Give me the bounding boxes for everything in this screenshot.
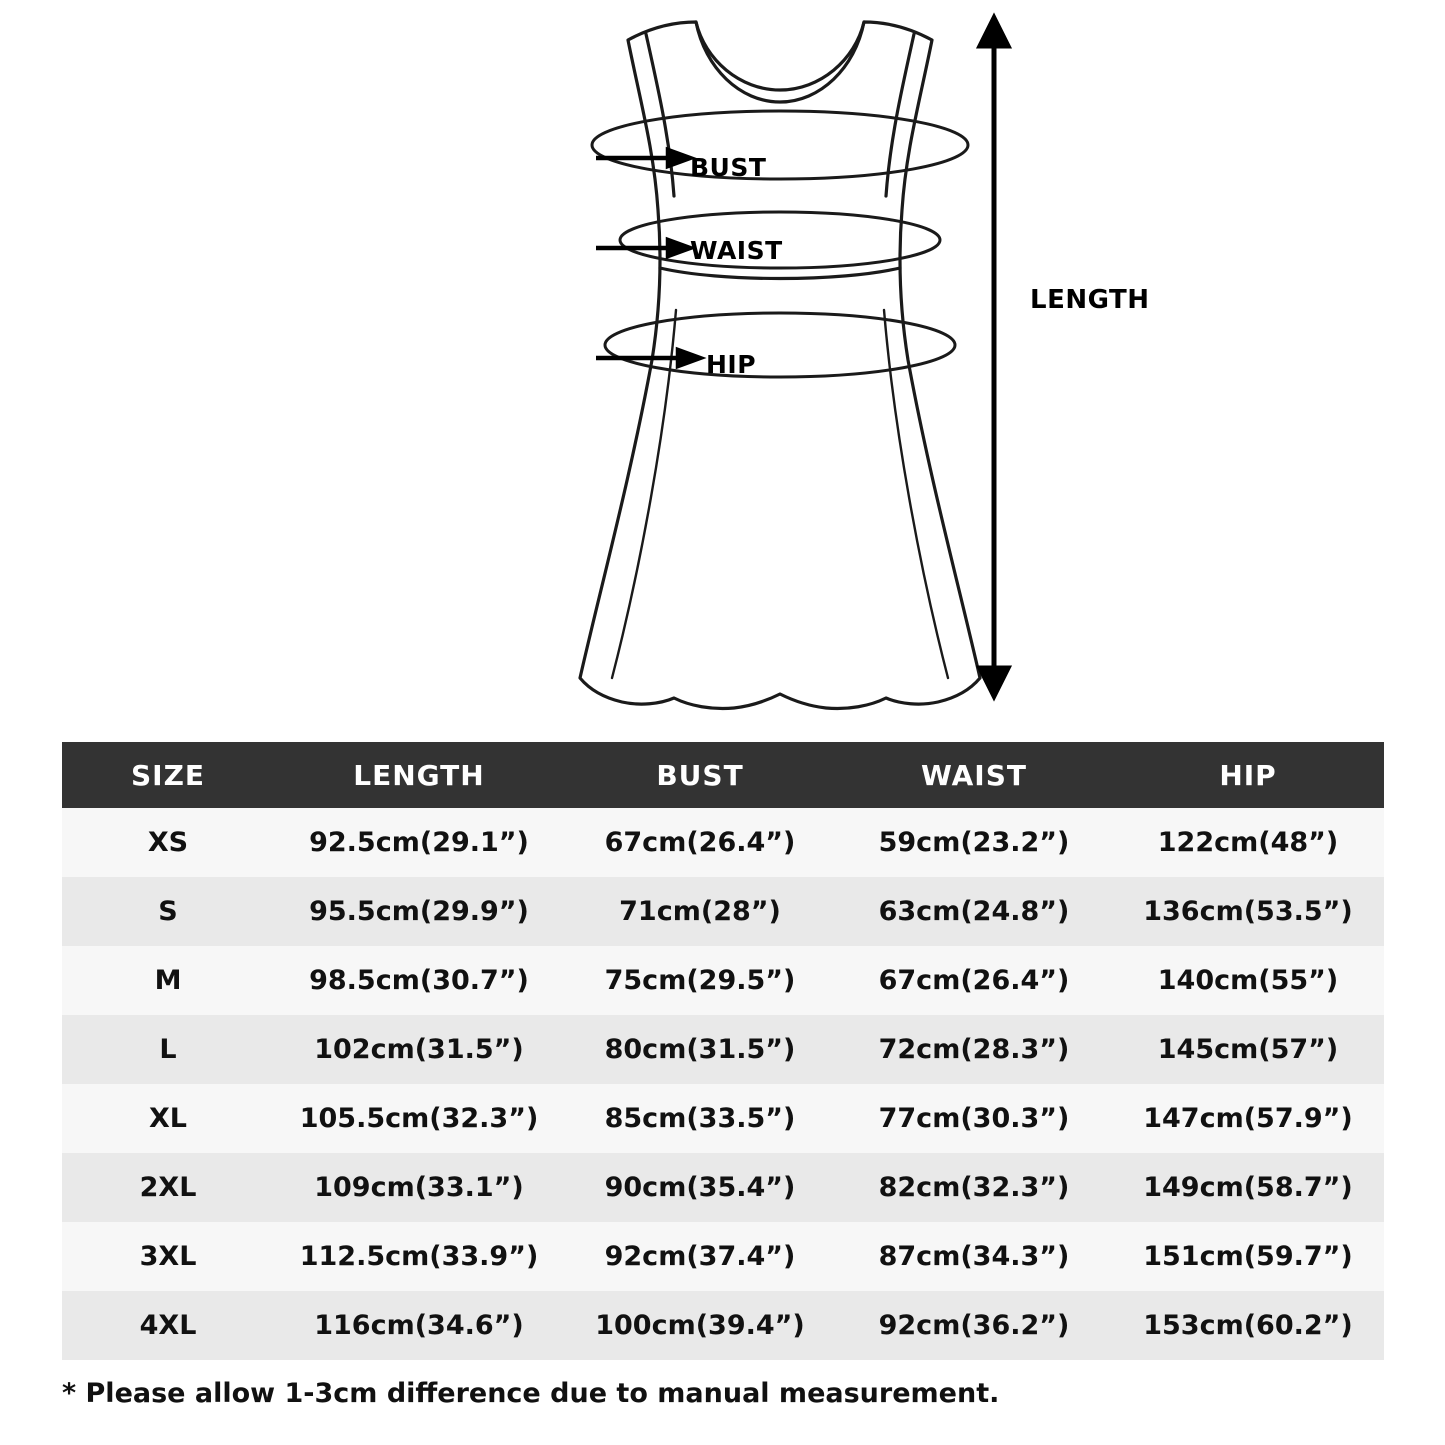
cell-waist: 72cm(28.3”) (836, 1015, 1112, 1084)
table-row (62, 1084, 1384, 1153)
cell-bust: 80cm(31.5”) (564, 1015, 836, 1084)
table-row (62, 1015, 1384, 1084)
label-hip: HIP (706, 350, 757, 379)
cell-length: 116cm(34.6”) (274, 1291, 564, 1360)
cell-hip: 136cm(53.5”) (1112, 877, 1384, 946)
measurement-note: * Please allow 1-3cm difference due to manual measurement. (62, 1378, 1000, 1409)
cell-bust: 100cm(39.4”) (564, 1291, 836, 1360)
cell-length: 98.5cm(30.7”) (274, 946, 564, 1015)
cell-bust: 75cm(29.5”) (564, 946, 836, 1015)
label-waist: WAIST (690, 236, 783, 265)
column-header-length: LENGTH (274, 742, 564, 808)
cell-length: 109cm(33.1”) (274, 1153, 564, 1222)
cell-size: S (62, 877, 274, 946)
cell-size: XL (62, 1084, 274, 1153)
length-arrow-icon (970, 12, 1030, 702)
cell-waist: 67cm(26.4”) (836, 946, 1112, 1015)
cell-hip: 149cm(58.7”) (1112, 1153, 1384, 1222)
cell-length: 105.5cm(32.3”) (274, 1084, 564, 1153)
cell-length: 95.5cm(29.9”) (274, 877, 564, 946)
column-header-bust: BUST (564, 742, 836, 808)
cell-bust: 85cm(33.5”) (564, 1084, 836, 1153)
cell-length: 102cm(31.5”) (274, 1015, 564, 1084)
cell-waist: 92cm(36.2”) (836, 1291, 1112, 1360)
cell-bust: 90cm(35.4”) (564, 1153, 836, 1222)
cell-hip: 153cm(60.2”) (1112, 1291, 1384, 1360)
table-header-row (62, 742, 1384, 808)
cell-hip: 140cm(55”) (1112, 946, 1384, 1015)
column-header-waist: WAIST (836, 742, 1112, 808)
cell-length: 112.5cm(33.9”) (274, 1222, 564, 1291)
cell-hip: 151cm(59.7”) (1112, 1222, 1384, 1291)
cell-size: 3XL (62, 1222, 274, 1291)
cell-waist: 59cm(23.2”) (836, 808, 1112, 877)
cell-bust: 67cm(26.4”) (564, 808, 836, 877)
cell-size: L (62, 1015, 274, 1084)
column-header-size: SIZE (62, 742, 274, 808)
size-chart-table (62, 742, 1384, 1360)
cell-bust: 92cm(37.4”) (564, 1222, 836, 1291)
cell-waist: 77cm(30.3”) (836, 1084, 1112, 1153)
cell-size: M (62, 946, 274, 1015)
table-row (62, 877, 1384, 946)
cell-size: 2XL (62, 1153, 274, 1222)
cell-size: XS (62, 808, 274, 877)
cell-hip: 147cm(57.9”) (1112, 1084, 1384, 1153)
cell-hip: 145cm(57”) (1112, 1015, 1384, 1084)
label-bust: BUST (690, 153, 767, 182)
table-row (62, 1222, 1384, 1291)
table-row (62, 1153, 1384, 1222)
column-header-hip: HIP (1112, 742, 1384, 808)
label-length: LENGTH (1030, 285, 1150, 315)
table-row (62, 808, 1384, 877)
cell-waist: 63cm(24.8”) (836, 877, 1112, 946)
table-row (62, 946, 1384, 1015)
cell-size: 4XL (62, 1291, 274, 1360)
cell-waist: 82cm(32.3”) (836, 1153, 1112, 1222)
table-row (62, 1291, 1384, 1360)
cell-hip: 122cm(48”) (1112, 808, 1384, 877)
cell-waist: 87cm(34.3”) (836, 1222, 1112, 1291)
cell-length: 92.5cm(29.1”) (274, 808, 564, 877)
cell-bust: 71cm(28”) (564, 877, 836, 946)
